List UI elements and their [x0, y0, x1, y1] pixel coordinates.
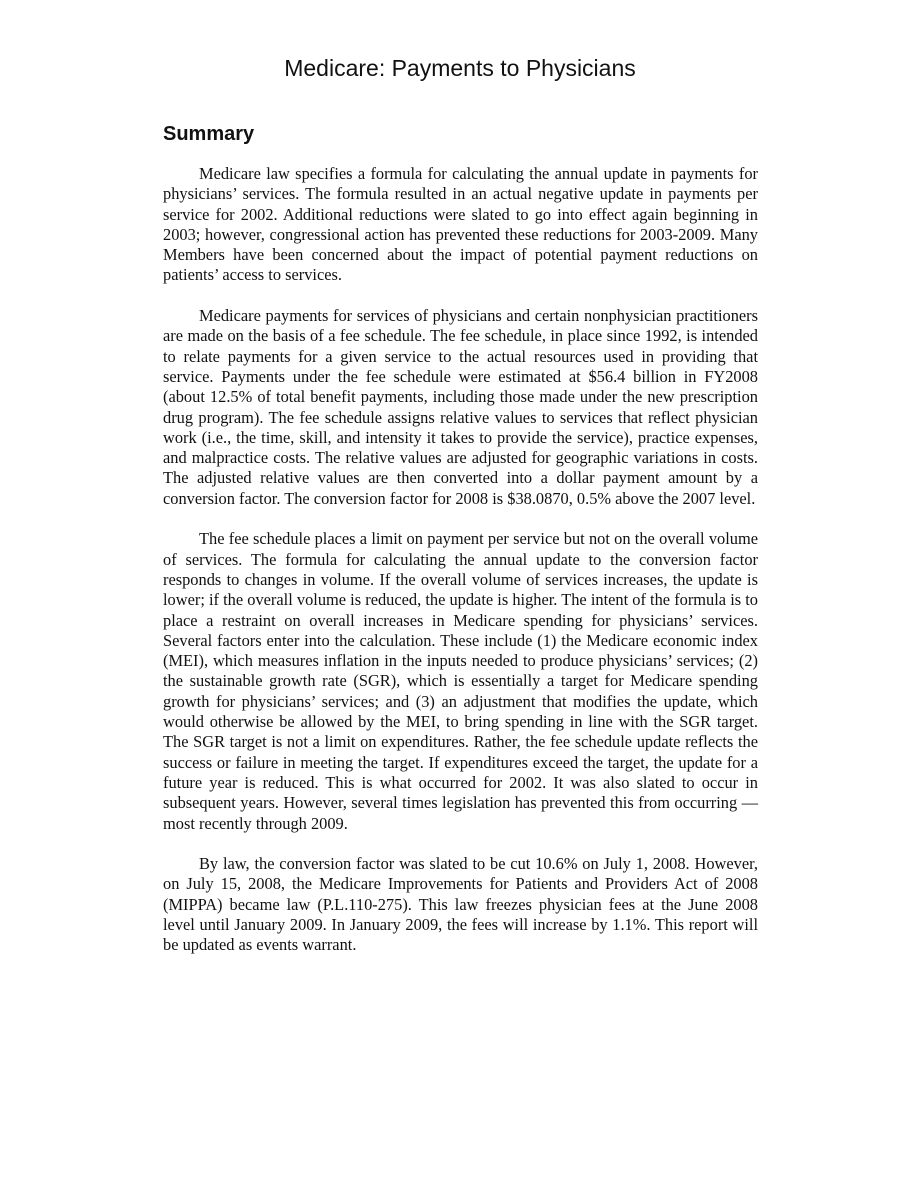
paragraph-fee-schedule: Medicare payments for services of physicians and certain nonphysician practitioners are made on the basis of a fee schedule. The fee schedule, in place since 1992, is intended to relate payments for a given service to the actual resources used in providing that service. Payments under the fee schedule were estimated at $56.4 billion in FY2008 (about 12.5% of total benefit payments, including those made under the new prescription drug program). The fee schedule assigns relative values to services that reflect physician work (i.e., the time, skill, and intensity it takes to provide the service), practice expenses, and malpractice costs. The relative values are adjusted for geographic variations in costs. The adjusted relative values are then converted into a dollar payment amount by a conversion factor. The conversion factor for 2008 is $38.0870, 0.5% above the 2007 level.: [163, 306, 758, 508]
paragraph-mippa-law: By law, the conversion factor was slated to be cut 10.6% on July 1, 2008. However, on July 15, 2008, the Medicare Improvements for Patients and Providers Act of 2008 (MIPPA) became law (P.L.110-275). This law freezes physician fees at the June 2008 level until January 2009. In January 2009, the fees will increase by 1.1%. This report will be updated as events warrant.: [163, 854, 758, 955]
section-heading-summary: Summary: [163, 123, 255, 145]
summary-body: [163, 164, 758, 976]
paragraph-volume-and-sgr: The fee schedule places a limit on payment per service but not on the overall volume of services. The formula for calculating the annual update to the conversion factor responds to changes in volume. If the overall volume of services increases, the update is lower; if the overall volume is reduced, the update is higher. The intent of the formula is to place a restraint on overall increases in Medicare spending for physicians’ services. Several factors enter into the calculation. These include (1) the Medicare economic index (MEI), which measures inflation in the inputs needed to produce physicians’ services; (2) the sustainable growth rate (SGR), which is essentially a target for Medicare spending growth for physicians’ services; and (3) an adjustment that modifies the update, which would otherwise be allowed by the MEI, to bring spending in line with the SGR target. The SGR target is not a limit on expenditures. Rather, the fee schedule update reflects the success or failure in meeting the target. If expenditures exceed the target, the update for a future year is reduced. This is what occurred for 2002. It was also slated to occur in subsequent years. However, several times legislation has prevented this from occurring — most recently through 2009.: [163, 529, 758, 833]
document-title: Medicare: Payments to Physicians: [284, 55, 636, 81]
paragraph-payment-formula: Medicare law specifies a formula for calculating the annual update in payments for physicians’ services. The formula resulted in an actual negative update in payments per service for 2002. Additional reductions were slated to go into effect again beginning in 2003; however, congressional action has prevented these reductions for 2003-2009. Many Members have been concerned about the impact of potential payment reductions on patients’ access to services.: [163, 164, 758, 285]
